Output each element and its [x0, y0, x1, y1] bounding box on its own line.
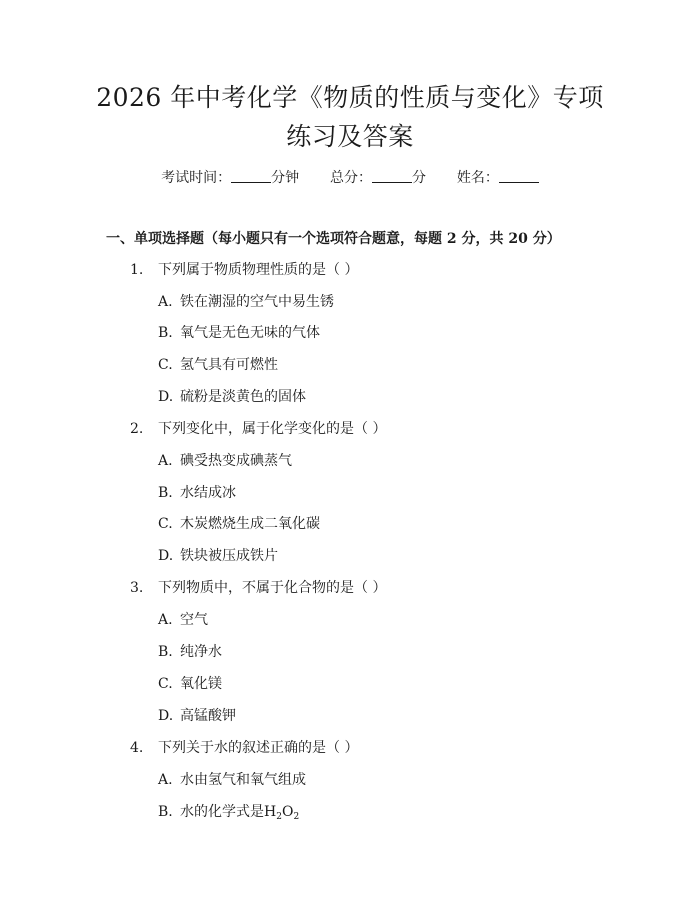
total-score-field [330, 168, 426, 188]
answer-option [158, 387, 306, 407]
exam-time-unit: 分钟 [271, 170, 300, 186]
option-letter: C. [158, 516, 173, 532]
answer-option [158, 770, 306, 790]
answer-option [158, 674, 222, 694]
option-letter: A. [158, 612, 173, 628]
option-text: 铁块被压成铁片 [180, 548, 278, 564]
document-title-line-2: 练习及答案 [286, 122, 414, 151]
option-text: 水由氢气和氧气组成 [180, 772, 306, 788]
option-text: 纯净水 [180, 644, 222, 660]
option-letter: A. [158, 453, 173, 469]
question-text: 下列关于水的叙述正确的是（ ） [158, 740, 359, 756]
question-text: 下列变化中，属于化学变化的是（ ） [158, 421, 387, 437]
option-text: 氧气是无色无味的气体 [180, 325, 320, 341]
chemical-formula: $H_2O_2$ [264, 804, 300, 822]
question-text: 下列属于物质物理性质的是（ ） [158, 262, 359, 278]
document-title-line-1: 2026 年中考化学《物质的性质与变化》专项 [96, 83, 604, 112]
answer-option [158, 706, 236, 726]
option-text: 铁在潮湿的空气中易生锈 [180, 294, 334, 310]
question-stem [130, 419, 386, 439]
question-number: 4. [130, 740, 144, 756]
option-letter: B. [158, 644, 173, 660]
exam-info-row [0, 168, 700, 188]
option-letter: B. [158, 485, 173, 501]
option-letter: B. [158, 804, 173, 820]
option-letter: C. [158, 357, 173, 373]
question-text: 下列物质中，不属于化合物的是（ ） [158, 580, 387, 596]
option-letter: A. [158, 294, 173, 310]
option-text: 水结成冰 [180, 485, 236, 501]
answer-option [158, 292, 334, 312]
question-number: 2. [130, 421, 144, 437]
option-letter: A. [158, 772, 173, 788]
option-text: 空气 [180, 612, 208, 628]
option-text: 高锰酸钾 [180, 708, 236, 724]
option-text: 水的化学式是 [180, 804, 264, 820]
question-number: 3. [130, 580, 144, 596]
exam-time-label: 考试时间： [161, 170, 232, 186]
answer-option [158, 514, 320, 534]
option-letter: B. [158, 325, 173, 341]
answer-option [158, 642, 222, 662]
exam-time-field [161, 168, 299, 188]
student-name-blank [499, 168, 539, 183]
total-score-label: 总分： [330, 170, 372, 186]
section-heading: 一、单项选择题（每小题只有一个选项符合题意，每题 2 分，共 20 分） [106, 231, 561, 247]
student-name-field [457, 168, 539, 188]
option-text: 氢气具有可燃性 [180, 357, 278, 373]
answer-option [158, 546, 278, 566]
answer-option [158, 451, 292, 471]
answer-option [158, 610, 208, 630]
option-letter: D. [158, 548, 174, 564]
option-text: 木炭燃烧生成二氧化碳 [180, 516, 320, 532]
option-text: 硫粉是淡黄色的固体 [180, 389, 306, 405]
answer-option [158, 323, 320, 343]
question-stem [130, 738, 358, 758]
question-number: 1. [130, 262, 144, 278]
question-stem [130, 260, 358, 280]
option-letter: D. [158, 708, 174, 724]
student-name-label: 姓名： [456, 170, 499, 186]
answer-option [158, 802, 299, 822]
total-score-blank [372, 168, 412, 183]
exam-time-blank [231, 168, 271, 183]
option-text: 碘受热变成碘蒸气 [180, 453, 292, 469]
answer-option [158, 483, 236, 503]
option-letter: C. [158, 676, 173, 692]
option-text: 氧化镁 [180, 676, 222, 692]
total-score-unit: 分 [412, 170, 426, 186]
option-letter: D. [158, 389, 174, 405]
question-stem [130, 578, 386, 598]
answer-option [158, 355, 278, 375]
